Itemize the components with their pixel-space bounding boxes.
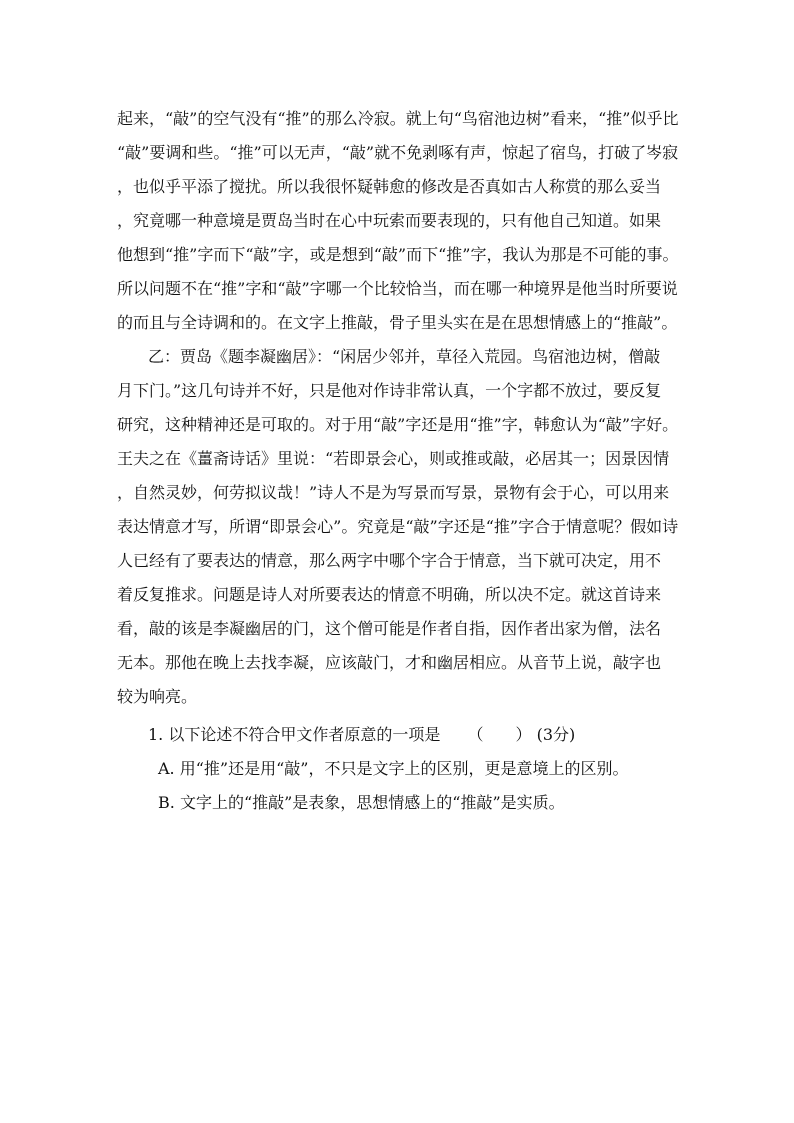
passage-line: 王夫之在《薑斋诗话》里说：“若即景会心，则或推或敲，必居其一；因景因情 [117,449,670,468]
question-stem-line [117,718,677,752]
passage-line: 较为响亮。 [117,687,198,706]
passage-line: 乙：贾岛《题李凝幽居》：“闲居少邻并，草径入荒园。鸟宿池边树，僧敲 [148,347,661,366]
passage-line: 的而且与全诗调和的。在文字上推敲，骨子里头实在是在思想情感上的“推敲”。 [117,313,678,332]
option-letter: A. [158,759,175,778]
option-text: 文字上的“推敲”是表象，思想情感上的“推敲”是实质。 [179,793,565,812]
passage-line: 他想到“推”字而下“敲”字，或是想到“敲”而下“推”字，我认为那是不可能的事。 [117,245,679,264]
passage-line: 所以问题不在“推”字和“敲”字哪一个比较恰当，而在哪一种境界是他当时所要说 [117,279,678,298]
passage-line: 月下门。”这几句诗并不好，只是他对作诗非常认真，一个字都不放过，要反复 [117,381,662,400]
passage-line: 着反复推求。问题是诗人对所要表达的情意不明确，所以决不定。就这首诗来 [117,585,662,604]
passage-line: ，自然灵妙，何劳拟议哉！”诗人不是为写景而写景，景物有会于心，可以用来 [117,483,670,502]
question-number: 1. [148,725,164,744]
passage-line: 人已经有了要表达的情意，那么两字中哪个字合于情意，当下就可决定，用不 [117,551,662,570]
passage-line: 看，敲的该是李凝幽居的门，这个僧可能是作者自指，因作者出家为僧，法名 [117,619,662,638]
passage-line: 研究，这种精神还是可取的。对于用“敲”字还是用“推”字，韩愈认为“敲”字好。 [117,415,679,434]
passage-line: ，也似乎平添了搅扰。所以我很怀疑韩愈的修改是否真如古人称赏的那么妥当 [117,177,662,196]
document-body [117,102,677,820]
passage-line: 表达情意才写，所谓“即景会心”。究竟是“敲”字还是“推”字合于情意呢？假如诗 [117,517,679,536]
option-a[interactable] [117,752,677,786]
passage-line: ，究竟哪一种意境是贾岛当时在心中玩索而要表现的，只有他自己知道。如果 [117,211,662,230]
option-letter: B. [158,793,175,812]
option-b[interactable] [117,786,677,820]
question-score: (3分) [536,725,576,744]
passage-jia [117,102,677,340]
passage-line: “敲”要调和些。“推”可以无声，“敲”就不免剥啄有声，惊起了宿鸟，打破了岑寂 [117,143,679,162]
passage-yi [117,340,677,714]
answer-blank[interactable]: （ ） [467,725,532,744]
question-stem: 以下论述不符合甲文作者原意的一项是 [168,725,441,744]
passage-line: 无本。那他在晚上去找李凝，应该敲门，才和幽居相应。从音节上说，敲字也 [117,653,662,672]
option-text: 用“推”还是用“敲”，不只是文字上的区别，更是意境上的区别。 [179,759,629,778]
passage-line: 起来，“敲”的空气没有“推”的那么冷寂。就上句“鸟宿池边树”看来，“推”似乎比 [117,109,679,128]
question-1 [117,718,677,820]
